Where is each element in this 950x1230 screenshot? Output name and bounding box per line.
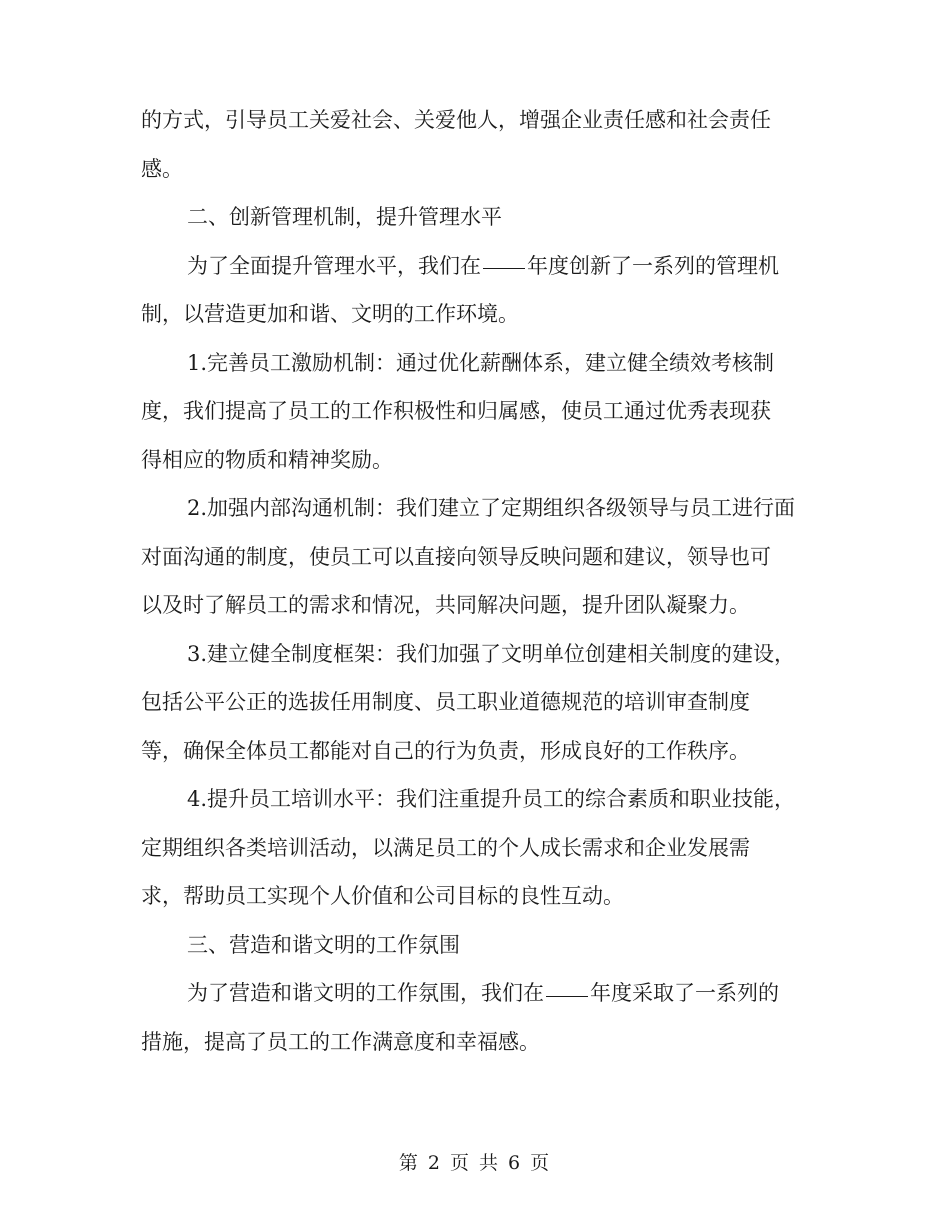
- line-text: 求，帮助员工实现个人价值和公司目标的良性互动。: [141, 884, 624, 908]
- line-text: 对面沟通的制度，使员工可以直接向领导反映问题和建议，领导也可: [141, 544, 771, 569]
- text-line-8: [141, 436, 813, 485]
- text-line-4: [141, 242, 813, 291]
- text-line-16: [141, 824, 813, 873]
- line-text: 3.建立健全制度框架：我们加强了文明单位创建相关制度的建设，: [187, 641, 796, 666]
- line-text: 措施，提高了员工的工作满意度和幸福感。: [141, 1029, 540, 1054]
- line-text: 为了全面提升管理水平，我们在: [187, 253, 481, 278]
- line-text: 的方式，引导员工关爱社会、关爱他人，增强企业责任感和社会责任: [141, 108, 771, 132]
- text-line-2: [141, 145, 813, 194]
- heading-text: 三、营造和谐文明的工作氛围: [187, 932, 460, 957]
- text-line-5: [141, 290, 813, 339]
- line-text: 年度创新了一系列的管理机: [527, 253, 779, 278]
- text-line-13: [141, 678, 813, 727]
- section-heading-2: [141, 193, 813, 242]
- line-text: 感。: [141, 156, 183, 181]
- fill-in-blank: [546, 995, 588, 997]
- line-text: 定期组织各类培训活动，以满足员工的个人成长需求和企业发展需: [141, 835, 750, 860]
- list-item-1: [141, 339, 813, 388]
- text-line-14: [141, 727, 813, 776]
- list-item-3: [141, 630, 813, 679]
- list-item-2: [141, 484, 813, 533]
- line-text: 等，确保全体员工都能对自己的行为负责，形成良好的工作秩序。: [141, 738, 750, 763]
- text-line-7: [141, 387, 813, 436]
- fill-in-blank: [483, 267, 525, 269]
- line-text: 为了营造和谐文明的工作氛围，我们在: [187, 981, 544, 1005]
- text-line-10: [141, 533, 813, 582]
- text-line-11: [141, 581, 813, 630]
- line-text: 1.完善员工激励机制：通过优化薪酬体系，建立健全绩效考核制: [187, 350, 775, 375]
- text-line-1: [141, 96, 813, 145]
- text-line-20: [141, 1018, 813, 1067]
- line-text: 年度采取了一系列的: [590, 981, 779, 1005]
- line-text: 制，以营造更加和谐、文明的工作环境。: [141, 302, 519, 326]
- text-line-17: [141, 872, 813, 921]
- document-body: [141, 96, 813, 1066]
- line-text: 4.提升员工培训水平：我们注重提升员工的综合素质和职业技能，: [187, 787, 796, 811]
- page-number-footer: 第 2 页 共 6 页: [398, 1152, 552, 1174]
- heading-text: 二、创新管理机制，提升管理水平: [187, 205, 502, 229]
- line-text: 度，我们提高了员工的工作积极性和归属感，使员工通过优秀表现获: [141, 399, 771, 423]
- list-item-4: [141, 775, 813, 824]
- line-text: 包括公平公正的选拔任用制度、员工职业道德规范的培训审查制度: [141, 690, 750, 714]
- line-text: 以及时了解员工的需求和情况，共同解决问题，提升团队凝聚力。: [141, 593, 750, 617]
- text-line-19: [141, 969, 813, 1018]
- section-heading-3: [141, 921, 813, 970]
- line-text: 得相应的物质和精神奖励。: [141, 447, 393, 472]
- line-text: 2.加强内部沟通机制：我们建立了定期组织各级领导与员工进行面: [187, 496, 796, 520]
